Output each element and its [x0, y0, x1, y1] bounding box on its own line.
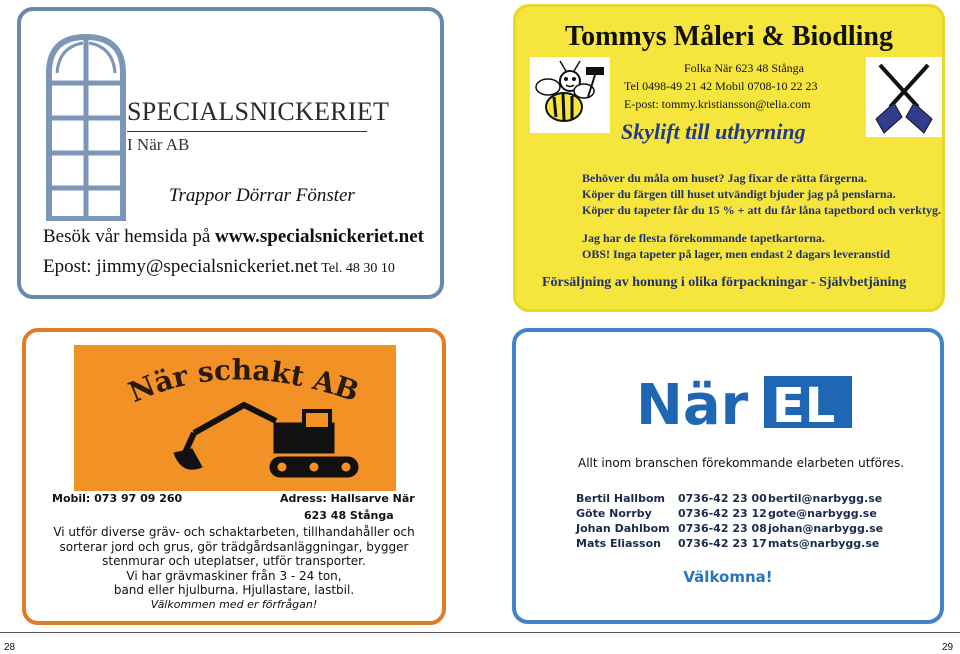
desc-line: Vi har grävmaskiner från 3 - 24 ton,: [126, 568, 342, 583]
service-description: [26, 525, 442, 598]
contact-phone: 0736-42 23 08: [678, 522, 767, 535]
offer-line: Behöver du måla om huset? Jag fixar de rätta färgerna.: [582, 171, 867, 185]
desc-line: stenmurar och uteplatser, utför transporter.: [102, 554, 366, 568]
zip-code: 623 48 Stånga: [304, 509, 394, 522]
contact-name: Johan Dahlbom: [576, 522, 670, 535]
contact-phone: 0736-42 23 00: [678, 492, 767, 505]
contact-email[interactable]: gote@narbygg.se: [768, 507, 877, 520]
contact-row: [576, 521, 883, 536]
contact-phone: 0736-42 23 17: [678, 537, 767, 550]
phone: Tel 0498-49 21 42 Mobil 0708-10 22 23: [624, 79, 818, 93]
website-line: [43, 226, 424, 248]
desc-line: band eller hjulburna. Hjullastare, lastbil.: [113, 583, 355, 597]
schakt-logo-text: När schakt AB: [123, 353, 364, 410]
info-line: Jag har de flesta förekommande tapetkartorna.: [582, 231, 825, 245]
product-list: Trappor Dörrar Fönster: [169, 185, 355, 206]
desc-line: Vi utför diverse gräv- och schaktarbeten, tillhandahåller och: [53, 525, 415, 539]
arched-window-icon: [45, 33, 127, 221]
honey-sales: Försäljning av honung i olika förpackningar - Självbetjäning: [542, 275, 907, 290]
website-link[interactable]: www.specialsnickeriet.net: [215, 226, 424, 247]
contact-list: [576, 491, 883, 551]
address: Folka När 623 48 Stånga: [684, 61, 804, 75]
welcome-text: Välkommen med er förfrågan!: [150, 598, 318, 611]
footer-divider: [0, 632, 960, 633]
email[interactable]: E-post: tommy.kristiansson@telia.com: [624, 97, 811, 111]
welcome-text: Välkomna!: [683, 568, 773, 586]
offer-line: Köper du tapeter får du 15 % + att du får låna tapetbord och verktyg.: [582, 203, 941, 217]
email-line: [43, 256, 395, 278]
contact-phone: 0736-42 23 12: [678, 507, 767, 520]
paint-offers: [582, 170, 941, 218]
mobile: Mobil: 073 97 09 260: [52, 492, 183, 505]
brand-name: SPECIALSNICKERIET: [127, 97, 390, 126]
page-number-right: 29: [942, 642, 954, 653]
brand-subtitle: I När AB: [127, 135, 190, 154]
schakt-logo-panel: [74, 345, 396, 491]
info-line: OBS! Inga tapeter på lager, men endast 2 dagars leveranstid: [582, 247, 891, 261]
contact-row: [576, 491, 883, 506]
narel-ad: [512, 328, 944, 624]
wallpaper-info: [582, 230, 890, 262]
tommys-ad: [513, 4, 945, 312]
svg-text:När schakt AB: [124, 353, 363, 409]
email-link[interactable]: jimmy@specialsnickeriet.net: [96, 256, 318, 277]
specialsnickeriet-ad: [17, 7, 444, 299]
page-number-left: 28: [4, 642, 16, 653]
contact-email[interactable]: johan@narbygg.se: [768, 522, 884, 535]
contact-name: Mats Eliasson: [576, 537, 661, 550]
contact-name: Bertil Hallbom: [576, 492, 665, 505]
brand-divider: [127, 131, 367, 132]
phone-number: Tel. 48 30 10: [318, 261, 395, 276]
logo-nar: När: [636, 373, 749, 432]
offer-line: Köper du färgen till huset utvändigt bjuder jag på penslarna.: [582, 187, 896, 201]
excavator-icon: [174, 405, 358, 477]
contact-email[interactable]: bertil@narbygg.se: [768, 492, 883, 505]
address: Adress: Hallsarve När: [280, 492, 415, 505]
contact-block: [624, 59, 817, 113]
contact-row: [576, 506, 883, 521]
bee-painter-icon: [530, 57, 610, 133]
excavator-logo: [74, 345, 396, 491]
desc-line: sorterar jord och grus, gör trädgårdsanläggningar, bygger: [59, 539, 409, 554]
contact-name: Göte Norrby: [576, 507, 652, 520]
logo-el: EL: [772, 378, 836, 432]
narel-logo: [636, 372, 856, 432]
ad-title: Tommys Måleri & Biodling: [565, 21, 893, 52]
website-prefix: Besök vår hemsida på: [43, 226, 216, 247]
contact-email[interactable]: mats@narbygg.se: [768, 537, 880, 550]
skylift-heading: Skylift till uthyrning: [621, 119, 806, 144]
email-prefix: Epost:: [43, 256, 97, 277]
tagline: Allt inom branschen förekommande elarbeten utföres.: [578, 456, 905, 470]
crossed-brushes-icon: [866, 57, 942, 137]
contact-row: [576, 536, 883, 551]
schakt-ad: [22, 328, 446, 625]
